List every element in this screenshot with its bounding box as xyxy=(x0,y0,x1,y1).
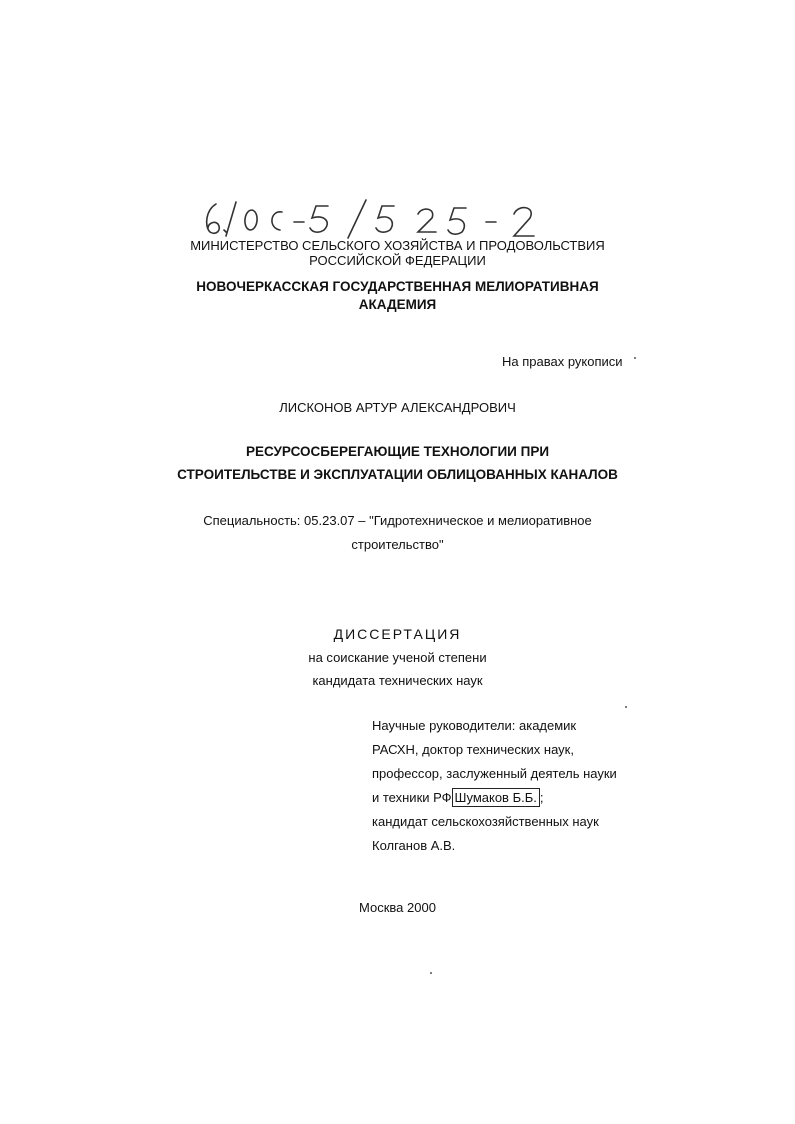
supervisors-line-6: Колганов А.В. xyxy=(372,838,456,853)
author-name: ЛИСКОНОВ АРТУР АЛЕКСАНДРОВИЧ xyxy=(279,400,516,415)
scan-speck xyxy=(625,706,627,708)
degree-line-1: на соискание ученой степени xyxy=(308,650,487,665)
academy-line-2: АКАДЕМИЯ xyxy=(358,297,437,312)
supervisors-line-2: РАСХН, доктор технических наук, xyxy=(372,742,574,757)
supervisor-name-boxed: Шумаков Б.Б. xyxy=(452,788,540,807)
specialty-line-2: строительство" xyxy=(351,537,444,552)
supervisors-line-4-prefix: и техники РФ xyxy=(372,790,452,805)
supervisors-line-3: профессор, заслуженный деятель науки xyxy=(372,766,617,781)
dissertation-title-line-1: РЕСУРСОСБЕРЕГАЮЩИЕ ТЕХНОЛОГИИ ПРИ xyxy=(245,444,550,459)
supervisors-line-5: кандидат сельскохозяйственных наук xyxy=(372,814,599,829)
degree-line-2: кандидата технических наук xyxy=(312,673,483,688)
dissertation-title-line-2: СТРОИТЕЛЬСТВЕ И ЭКСПЛУАТАЦИИ ОБЛИЦОВАННЫХ КАНАЛОВ xyxy=(177,467,618,482)
academy-line-1: НОВОЧЕРКАССКАЯ ГОСУДАРСТВЕННАЯ МЕЛИОРАТИВНАЯ xyxy=(196,279,599,294)
supervisors-line-1: Научные руководители: академик xyxy=(372,718,577,733)
ministry-line-1: МИНИСТЕРСТВО СЕЛЬСКОГО ХОЗЯЙСТВА И ПРОДОВОЛЬСТВИЯ xyxy=(190,238,605,253)
supervisors-line-4-suffix: ; xyxy=(539,790,544,805)
supervisors-block xyxy=(372,714,617,858)
dissertation-label: ДИССЕРТАЦИЯ xyxy=(333,626,462,642)
scan-speck xyxy=(430,972,432,974)
specialty-line-1: Специальность: 05.23.07 – "Гидротехническое и мелиоративное xyxy=(203,513,592,528)
ministry-line-2: РОССИЙСКОЙ ФЕДЕРАЦИИ xyxy=(309,253,486,268)
supervisors-line-4 xyxy=(372,786,617,810)
scan-speck xyxy=(634,357,636,359)
manuscript-rights-note: На правах рукописи xyxy=(502,354,623,369)
city-year: Москва 2000 xyxy=(359,900,436,915)
